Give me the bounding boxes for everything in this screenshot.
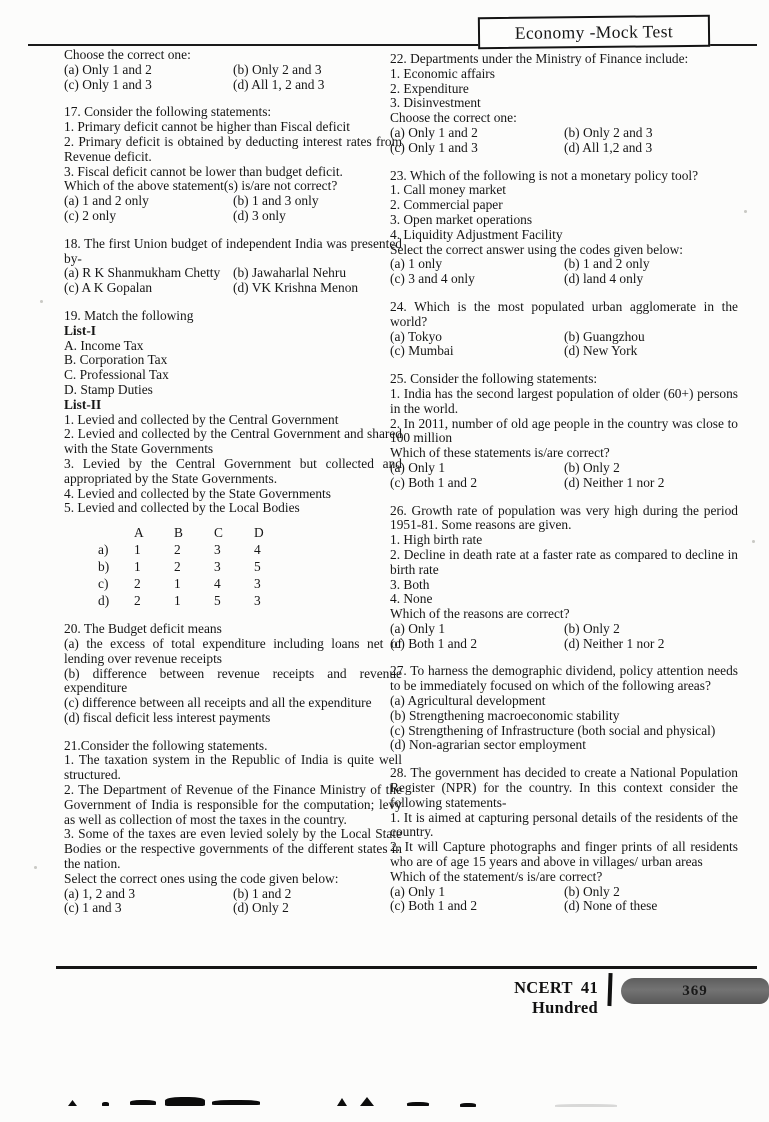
option: (b) 1 and 3 only bbox=[233, 194, 319, 209]
option: (b) Only 2 bbox=[564, 621, 620, 636]
option: (d) Neither 1 nor 2 bbox=[564, 475, 665, 490]
question-line: Which of these statements is/are correct? bbox=[390, 445, 610, 461]
match-header-row bbox=[98, 524, 402, 541]
question-line: 18. The first Union budget of independent India was presented by- bbox=[64, 235, 402, 266]
question-line: 26. Growth rate of population was very high during the period 1951-81. Some reasons are given. bbox=[390, 502, 738, 533]
question-block bbox=[64, 739, 402, 917]
option-row bbox=[390, 272, 738, 287]
question-line: 24. Which is the most populated urban agglomerate in the world? bbox=[390, 298, 738, 329]
option: (a) 1 and 2 only bbox=[64, 194, 149, 209]
question-block bbox=[64, 105, 402, 223]
scan-speck bbox=[744, 210, 747, 213]
option: (c) 1 and 3 bbox=[64, 901, 122, 916]
option-row bbox=[64, 281, 402, 296]
option-row bbox=[64, 194, 402, 209]
question-line: 22. Departments under the Ministry of Finance include: bbox=[390, 51, 689, 66]
question-line: 2. Expenditure bbox=[390, 80, 469, 96]
question-line: (c) difference between all receipts and all the expenditure bbox=[64, 695, 372, 711]
scan-artifact bbox=[407, 1102, 429, 1106]
option-row bbox=[390, 330, 738, 345]
match-cell: 2 bbox=[134, 576, 141, 592]
scan-artifact bbox=[165, 1097, 205, 1106]
option: (c) Only 1 and 3 bbox=[390, 140, 478, 155]
question-line: Choose the correct one: bbox=[390, 110, 517, 126]
option-row bbox=[64, 266, 402, 281]
match-cell: 1 bbox=[174, 576, 181, 592]
question-block bbox=[64, 309, 402, 609]
match-cell: 2 bbox=[134, 593, 141, 609]
option: (a) Only 1 bbox=[390, 884, 446, 899]
question-line: (b) difference between revenue receipts and revenue expenditure bbox=[64, 665, 402, 696]
match-cell: 3 bbox=[214, 542, 221, 558]
question-block bbox=[390, 169, 738, 287]
question-line: (a) the excess of total expenditure including loans net of lending over revenue receipts bbox=[64, 635, 402, 666]
option: (d) Only 2 bbox=[233, 901, 289, 916]
option: (a) Only 1 bbox=[390, 460, 446, 475]
match-row-label: b) bbox=[98, 559, 110, 575]
question-line: C. Professional Tax bbox=[64, 367, 169, 383]
option-row bbox=[390, 885, 738, 900]
question-line: (b) Strengthening macroeconomic stability bbox=[390, 707, 620, 723]
scan-artifact bbox=[360, 1097, 374, 1106]
scan-speck bbox=[752, 540, 755, 543]
option: (d) 3 only bbox=[233, 208, 286, 223]
question-line: 2. Decline in death rate at a faster rate as compared to decline in birth rate bbox=[390, 546, 738, 577]
scan-artifact bbox=[212, 1100, 260, 1105]
option: (c) 2 only bbox=[64, 208, 117, 223]
option-row bbox=[64, 78, 402, 93]
question-line: 5. Levied and collected by the Local Bodies bbox=[64, 500, 300, 516]
question-line: 23. Which of the following is not a monetary policy tool? bbox=[390, 167, 699, 183]
match-row bbox=[98, 575, 402, 592]
option: (b) Guangzhou bbox=[564, 329, 645, 344]
option: (a) Only 1 and 2 bbox=[64, 62, 152, 77]
question-block bbox=[64, 48, 402, 92]
question-block bbox=[64, 237, 402, 296]
option: (c) 3 and 4 only bbox=[390, 272, 475, 287]
question-line: (d) Non-agrarian sector employment bbox=[390, 737, 586, 753]
match-col-header: A bbox=[134, 525, 144, 541]
question-block bbox=[390, 372, 738, 490]
match-col-header: C bbox=[214, 525, 223, 541]
question-block bbox=[390, 664, 738, 753]
question-line: 21.Consider the following statements. bbox=[64, 737, 268, 753]
option: (b) Only 2 and 3 bbox=[564, 125, 653, 140]
question-line: 17. Consider the following statements: bbox=[64, 104, 272, 120]
question-line: 3. Both bbox=[390, 576, 430, 592]
question-line: 2. In 2011, number of old age people in the country was close to 100 million bbox=[390, 415, 738, 446]
option: (c) Only 1 and 3 bbox=[64, 77, 152, 92]
question-line: 19. Match the following bbox=[64, 307, 194, 323]
match-row bbox=[98, 558, 402, 575]
question-line: 3. Disinvestment bbox=[390, 95, 481, 111]
option-row bbox=[390, 461, 738, 476]
match-cell: 1 bbox=[174, 593, 181, 609]
match-cell: 4 bbox=[214, 576, 221, 592]
option-row bbox=[64, 63, 402, 78]
option: (a) Only 1 bbox=[390, 621, 446, 636]
option: (d) land 4 only bbox=[564, 272, 644, 287]
question-line: 2. It will Capture photographs and finger prints of all residents who are of age 15 years and above in villages/ urban areas bbox=[390, 839, 738, 870]
question-line: Which of the above statement(s) is/are not correct? bbox=[64, 178, 338, 194]
question-block bbox=[64, 622, 402, 726]
question-line: 2. Levied and collected by the Central Government and shared with the State Governments bbox=[64, 426, 402, 457]
question-line: 27. To harness the demographic dividend, policy attention needs to be immediately focused on which of the following areas? bbox=[390, 663, 738, 694]
option-row bbox=[64, 901, 402, 916]
question-line: 4. Liquidity Adjustment Facility bbox=[390, 226, 563, 242]
scan-speck bbox=[40, 300, 43, 303]
footer-brand: NCERT 41 Hundred bbox=[514, 978, 598, 1017]
question-line: 3. Some of the taxes are even levied solely by the Local State Bodies or the respective governments of the different states in the nation. bbox=[64, 826, 402, 872]
match-cell: 1 bbox=[134, 542, 141, 558]
option: (b) 1 and 2 only bbox=[564, 257, 650, 272]
match-corner bbox=[98, 524, 134, 541]
match-cell: 3 bbox=[254, 576, 261, 592]
question-line: 1. India has the second largest population of older (60+) persons in the world. bbox=[390, 385, 738, 416]
scan-speck bbox=[34, 866, 37, 869]
option: (b) Jawaharlal Nehru bbox=[233, 266, 347, 281]
question-line: D. Stamp Duties bbox=[64, 381, 153, 397]
question-block bbox=[390, 300, 738, 359]
question-line: A. Income Tax bbox=[64, 337, 144, 353]
question-line: Which of the statement/s is/are correct? bbox=[390, 868, 603, 884]
question-line: Choose the correct one: bbox=[64, 47, 191, 62]
option-row bbox=[390, 476, 738, 491]
match-row-label: a) bbox=[98, 542, 109, 558]
match-cell: 2 bbox=[174, 559, 181, 575]
scan-artifact bbox=[130, 1100, 156, 1105]
question-line: 1. The taxation system in the Republic of India is quite well structured. bbox=[64, 752, 402, 783]
page-title: Economy -Mock Test bbox=[514, 20, 674, 43]
question-line: (c) Strengthening of Infrastructure (both social and physical) bbox=[390, 722, 716, 738]
match-cell: 5 bbox=[254, 559, 261, 575]
question-line: 2. The Department of Revenue of the Finance Ministry of the Government of India is responsible for the computation; levy as well as collection of most the taxes in the country. bbox=[64, 782, 402, 827]
question-block bbox=[390, 52, 738, 156]
option: (c) Both 1 and 2 bbox=[390, 636, 478, 651]
question-line: 1. Economic affairs bbox=[390, 65, 495, 81]
match-row bbox=[98, 592, 402, 609]
match-col-header: D bbox=[254, 525, 264, 541]
match-cell: 1 bbox=[134, 559, 141, 575]
question-line: 1. High birth rate bbox=[390, 532, 483, 548]
option-row bbox=[390, 257, 738, 272]
match-row-label: d) bbox=[98, 593, 110, 609]
question-line: 3. Fiscal deficit cannot be lower than budget deficit. bbox=[64, 163, 343, 179]
match-cell: 2 bbox=[174, 542, 181, 558]
footer-rule bbox=[56, 966, 757, 969]
question-line: 4. Levied and collected by the State Governments bbox=[64, 485, 331, 501]
option-row bbox=[390, 637, 738, 652]
question-block bbox=[390, 766, 738, 914]
option-row bbox=[64, 209, 402, 224]
option: (c) Both 1 and 2 bbox=[390, 899, 478, 914]
option: (b) 1 and 2 bbox=[233, 886, 292, 901]
question-line: 25. Consider the following statements: bbox=[390, 371, 598, 387]
question-line: 3. Levied by the Central Government but collected and appropriated by the State Governments. bbox=[64, 455, 402, 486]
scan-artifact bbox=[555, 1104, 617, 1107]
question-line: 1. Levied and collected by the Central Government bbox=[64, 411, 339, 427]
right-column bbox=[390, 52, 738, 927]
question-line: B. Corporation Tax bbox=[64, 352, 168, 368]
page-number: 369 bbox=[682, 982, 708, 999]
question-line: (d) fiscal deficit less interest payments bbox=[64, 709, 271, 725]
question-line: 2. Primary deficit is obtained by deducting interest rates from Revenue deficit. bbox=[64, 133, 402, 164]
option-row bbox=[390, 622, 738, 637]
option: (c) Mumbai bbox=[390, 344, 454, 359]
option: (d) All 1, 2 and 3 bbox=[233, 77, 325, 92]
question-line: (a) Agricultural development bbox=[390, 693, 546, 709]
option: (d) All 1,2 and 3 bbox=[564, 140, 653, 155]
question-line: 1. Primary deficit cannot be higher than Fiscal deficit bbox=[64, 119, 350, 135]
question-line: 1. Call money market bbox=[390, 182, 507, 198]
match-cell: 3 bbox=[214, 559, 221, 575]
option: (a) R K Shanmukham Chetty bbox=[64, 266, 221, 281]
question-line: 20. The Budget deficit means bbox=[64, 621, 222, 637]
scan-artifact bbox=[68, 1100, 77, 1106]
option: (b) Only 2 and 3 bbox=[233, 62, 322, 77]
option: (d) New York bbox=[564, 344, 638, 359]
question-line: Select the correct ones using the code given below: bbox=[64, 870, 339, 886]
match-table bbox=[98, 524, 402, 609]
option-row bbox=[390, 126, 738, 141]
question-line: Select the correct answer using the codes given below: bbox=[390, 241, 684, 257]
option-row bbox=[64, 887, 402, 902]
option: (b) Only 2 bbox=[564, 884, 620, 899]
option-row bbox=[390, 344, 738, 359]
option: (c) A K Gopalan bbox=[64, 281, 153, 296]
match-col-header: B bbox=[174, 525, 183, 541]
option: (a) 1 only bbox=[390, 257, 443, 272]
question-line: Which of the reasons are correct? bbox=[390, 606, 570, 622]
question-line: List-I bbox=[64, 322, 96, 338]
left-column bbox=[64, 48, 402, 929]
question-line: 3. Open market operations bbox=[390, 211, 533, 227]
scan-artifact bbox=[337, 1098, 347, 1106]
option-row bbox=[390, 141, 738, 156]
scan-artifact bbox=[102, 1102, 109, 1106]
match-row-label: c) bbox=[98, 576, 109, 592]
option-row bbox=[390, 899, 738, 914]
option: (c) Both 1 and 2 bbox=[390, 475, 478, 490]
match-cell: 3 bbox=[254, 593, 261, 609]
question-line: 28. The government has decided to create a National Population Register (NPR) for the country. In this context consider the following statements- bbox=[390, 765, 738, 810]
option: (d) None of these bbox=[564, 899, 658, 914]
match-cell: 5 bbox=[214, 593, 221, 609]
option: (d) Neither 1 nor 2 bbox=[564, 636, 665, 651]
question-line: 1. It is aimed at capturing personal details of the residents of the country. bbox=[390, 809, 738, 840]
match-row bbox=[98, 541, 402, 558]
option: (a) Only 1 and 2 bbox=[390, 125, 478, 140]
match-cell: 4 bbox=[254, 542, 261, 558]
page-number-badge bbox=[621, 978, 769, 1004]
option: (a) Tokyo bbox=[390, 329, 442, 344]
question-line: List-II bbox=[64, 396, 102, 412]
page-title-box bbox=[478, 15, 710, 49]
question-line: 4. None bbox=[390, 591, 433, 607]
question-block bbox=[390, 504, 738, 652]
footer-divider-bar bbox=[607, 973, 612, 1006]
question-line: 2. Commercial paper bbox=[390, 197, 503, 213]
option: (d) VK Krishna Menon bbox=[233, 281, 359, 296]
scan-artifact bbox=[460, 1103, 476, 1107]
option: (b) Only 2 bbox=[564, 460, 620, 475]
option: (a) 1, 2 and 3 bbox=[64, 886, 136, 901]
